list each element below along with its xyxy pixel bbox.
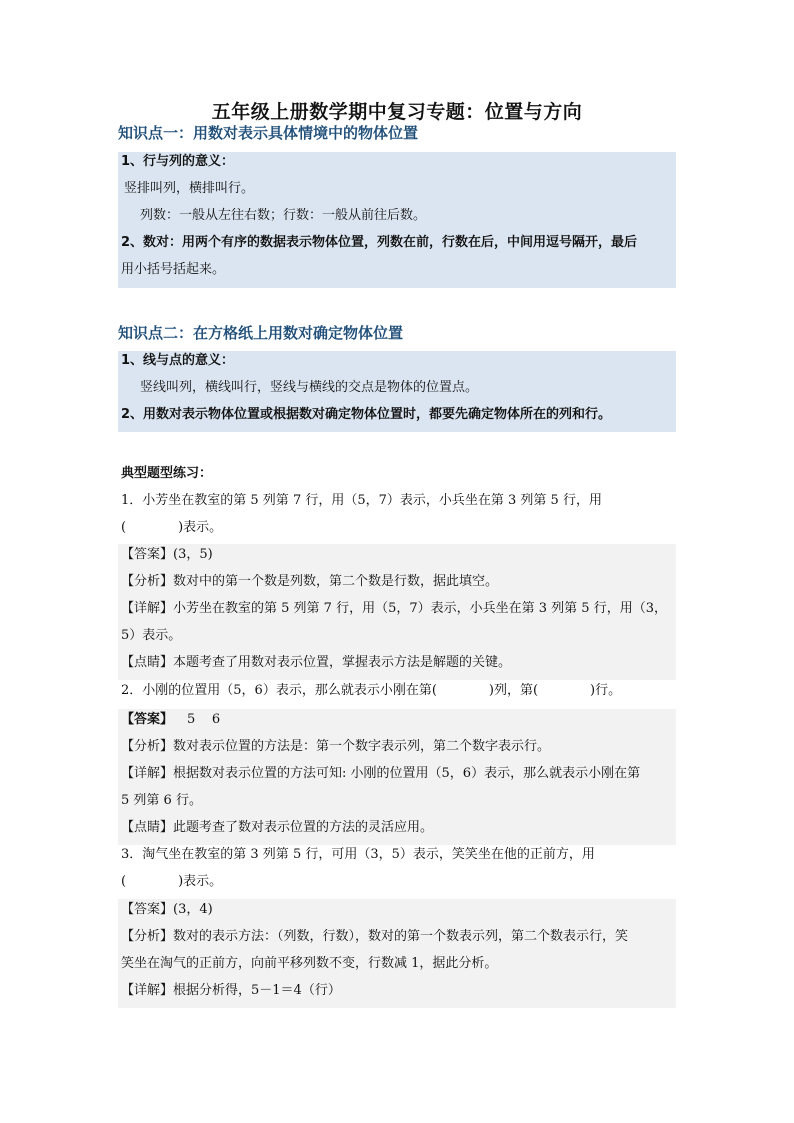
q2-question-part1: 2．小刚的位置用（5，6）表示，那么就表示小刚在第( bbox=[121, 683, 437, 698]
q2-comment-text: 此题考查了数对表示位置的方法的灵活应用。 bbox=[173, 820, 434, 835]
q1-paren-close: )表示。 bbox=[178, 520, 223, 535]
q1-paren-open: ( bbox=[121, 520, 127, 535]
q3-answer-value: (3，4) bbox=[173, 902, 213, 917]
section1-line-1: 1、行与列的意义： bbox=[121, 154, 235, 169]
section1-heading: 知识点一：用数对表示具体情境中的物体位置 bbox=[118, 124, 419, 142]
q1-question-line1: 1．小芳坐在教室的第 5 列第 7 行，用（5，7）表示，小兵坐在第 3 列第 5 行，用 bbox=[121, 493, 602, 508]
section1-line-2: 竖排叫列，横排叫行。 bbox=[124, 181, 255, 196]
q1-answer-tag: 【答案】 bbox=[121, 547, 174, 562]
q2-question bbox=[121, 682, 621, 700]
q1-detail-text: 小芳坐在教室的第 5 列第 7 行，用（5，7）表示，小兵坐在第 3 列第 5 行，用（3， bbox=[173, 601, 667, 616]
q1-answer bbox=[121, 546, 213, 564]
q1-analysis-tag: 【分析】 bbox=[121, 574, 174, 589]
q2-question-part2: )列，第( bbox=[488, 683, 539, 698]
q3-analysis-line1 bbox=[121, 928, 628, 946]
q2-answer-tag: 【答案】 bbox=[121, 712, 174, 727]
section1-line-3: 列数：一般从左往右数；行数：一般从前往后数。 bbox=[140, 208, 427, 223]
q1-comment bbox=[121, 654, 511, 672]
q2-detail-line2: 5 列第 6 行。 bbox=[121, 793, 202, 808]
q2-analysis-tag: 【分析】 bbox=[121, 739, 174, 754]
q2-answer bbox=[121, 711, 220, 729]
q3-answer bbox=[121, 901, 213, 919]
section1-line-5: 用小括号括起来。 bbox=[121, 262, 226, 277]
q2-question-part3: )行。 bbox=[590, 683, 622, 698]
section1-line-4 bbox=[121, 234, 637, 252]
section2-line-2: 竖线叫列，横线叫行，竖线与横线的交点是物体的位置点。 bbox=[140, 380, 479, 395]
q3-paren-close: )表示。 bbox=[178, 874, 223, 889]
q3-analysis-line2: 笑坐在淘气的正前方，向前平移列数不变，行数减 1，据此分析。 bbox=[121, 956, 498, 971]
q1-detail-tag: 【详解】 bbox=[121, 601, 174, 616]
q1-analysis bbox=[121, 573, 498, 591]
section1-line-4-text: 2、数对：用两个有序的数据表示物体位置，列数在前，行数在后，中间用逗号隔开，最后 bbox=[121, 235, 638, 250]
q3-paren-open: ( bbox=[121, 874, 127, 889]
q1-detail-line1 bbox=[121, 600, 667, 618]
q3-detail bbox=[121, 982, 341, 1000]
q3-analysis-text: 数对的表示方法：（列数，行数），数对的第一个数表示列，第二个数表示行，笑 bbox=[173, 929, 629, 944]
q3-question-line1: 3．淘气坐在教室的第 3 列第 5 行，可用（3，5）表示，笑笑坐在他的正前方，用 bbox=[121, 847, 595, 862]
q2-detail-line1 bbox=[121, 765, 640, 783]
q1-answer-value: (3，5) bbox=[173, 547, 213, 562]
section2-heading: 知识点二：在方格纸上用数对确定物体位置 bbox=[118, 324, 404, 342]
q2-detail-tag: 【详解】 bbox=[121, 766, 174, 781]
q3-detail-tag: 【详解】 bbox=[121, 983, 174, 998]
q2-analysis bbox=[121, 738, 550, 756]
q3-answer-tag: 【答案】 bbox=[121, 902, 174, 917]
q1-question-line2 bbox=[121, 519, 222, 537]
practice-heading: 典型题型练习： bbox=[121, 466, 213, 481]
q2-analysis-text: 数对表示位置的方法是：第一个数字表示列，第二个数字表示行。 bbox=[173, 739, 551, 754]
q2-comment bbox=[121, 819, 433, 837]
q3-question-line2 bbox=[121, 873, 222, 891]
q1-comment-tag: 【点睛】 bbox=[121, 655, 174, 670]
q3-analysis-tag: 【分析】 bbox=[121, 929, 174, 944]
q2-detail-text: 根据数对表示位置的方法可知: 小刚的位置用（5，6）表示，那么就表示小刚在第 bbox=[173, 766, 641, 781]
document-title: 五年级上册数学期中复习专题：位置与方向 bbox=[211, 101, 583, 123]
q3-detail-text: 根据分析得，5－1＝4（行） bbox=[173, 983, 341, 998]
section2-line-3: 2、用数对表示物体位置或根据数对确定物体位置时，都要先确定物体所在的列和行。 bbox=[121, 407, 612, 422]
q1-detail-line2: 5）表示。 bbox=[121, 628, 182, 643]
q2-comment-tag: 【点睛】 bbox=[121, 820, 174, 835]
section2-line-1: 1、线与点的意义： bbox=[121, 353, 235, 368]
q1-analysis-text: 数对中的第一个数是列数，第二个数是行数，据此填空。 bbox=[173, 574, 499, 589]
q1-comment-text: 本题考查了用数对表示位置，掌握表示方法是解题的关键。 bbox=[173, 655, 512, 670]
q2-answer-value: 5 6 bbox=[187, 712, 221, 727]
